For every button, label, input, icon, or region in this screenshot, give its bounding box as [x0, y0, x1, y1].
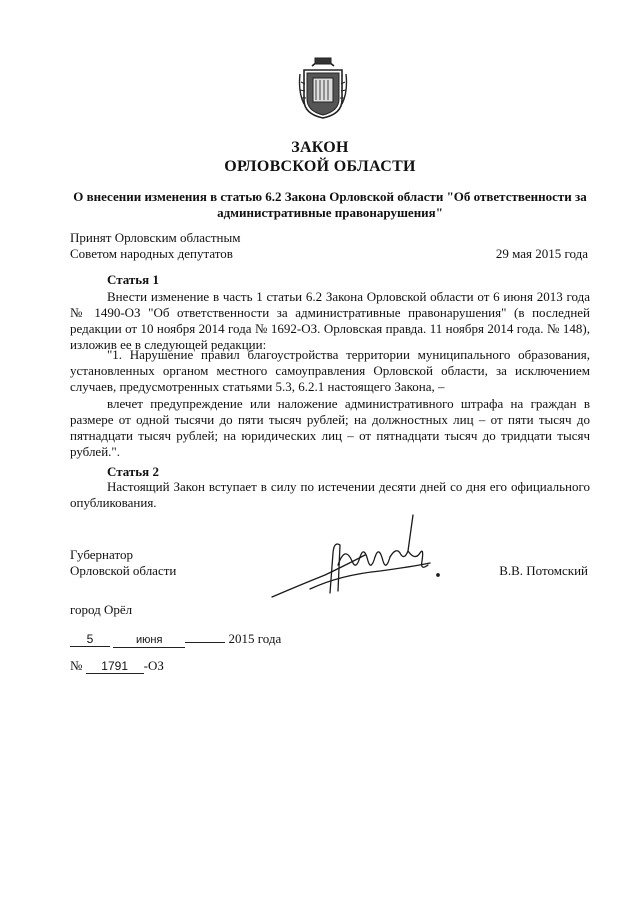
article-1-paragraph-3: влечет предупреждение или наложение административного штрафа на граждан в размере от одной тысячи до пяти тысяч рублей; на должностных лиц – от пяти тысяч до пятнадцати тысяч рублей; на юридических лиц – от пятнадцати тысяч до тридцати тысяч рублей.". [70, 396, 590, 459]
number-sign: № [70, 658, 83, 673]
signing-date [70, 631, 281, 648]
article-2-heading: Статья 2 [107, 464, 159, 479]
signing-city: город Орёл [70, 602, 133, 617]
signatory-position [70, 547, 176, 579]
signing-year: 2015 года [228, 631, 282, 646]
article-1-heading: Статья 1 [107, 272, 159, 287]
signing-day: 5 [70, 633, 110, 647]
article-2-paragraph-1: Настоящий Закон вступает в силу по истечении десяти дней со дня его официального опубликования. [70, 479, 590, 510]
position-line-2: Орловской области [70, 563, 177, 578]
article-1-paragraph-2: "1. Нарушение правил благоустройства территории муниципального образования, установленных органом местного самоуправления Орловской области, за исключением случаев, предусмотренных статьями 5.3, 6.2.1 настоящего Закона, – [70, 347, 590, 394]
position-line-1: Губернатор [70, 547, 133, 562]
signing-month: июня [113, 634, 185, 648]
date-blank-line [185, 642, 225, 643]
signatory-name: В.В. Потомский [499, 563, 588, 578]
handwritten-signature [270, 505, 445, 600]
law-number [70, 658, 164, 674]
adoption-authority [70, 230, 240, 262]
law-subtitle: О внесении изменения в статью 6.2 Закона Орловской области "Об ответственности за административные правонарушения" [73, 189, 587, 220]
number-suffix: -ОЗ [143, 658, 164, 673]
adoption-line-2: Советом народных депутатов [70, 246, 233, 261]
region-title: ОРЛОВСКОЙ ОБЛАСТИ [224, 158, 416, 175]
coat-of-arms-emblem [298, 52, 348, 120]
article-1-paragraph-1: Внести изменение в часть 1 статьи 6.2 Закона Орловской области от 6 июня 2013 года № 1490-ОЗ "Об ответственности за административные правонарушения" (в последней редакции от 10 ноября 2014 года № 1692-ОЗ. Орловская правда. 11 ноября 2014 года. № 148), изложив ее в следующей редакции: [70, 289, 590, 352]
law-title: ЗАКОН [291, 139, 349, 156]
adoption-line-1: Принят Орловским областным [70, 230, 241, 245]
adoption-date: 29 мая 2015 года [495, 246, 588, 261]
number-value: 1791 [86, 660, 144, 674]
